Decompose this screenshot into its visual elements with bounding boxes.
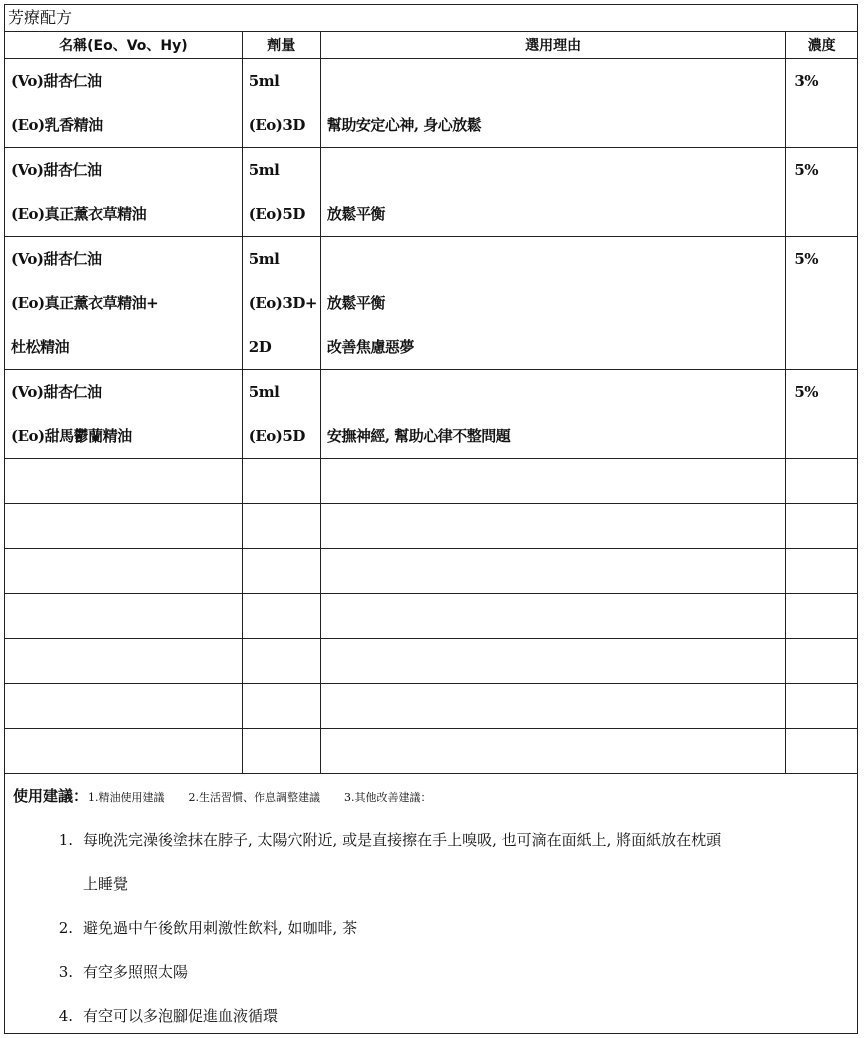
ingredient-name: (Eo)甜馬鬱蘭精油 (11, 427, 132, 445)
dose-cell (242, 148, 320, 237)
reason (321, 370, 786, 414)
ingredient-name: (Eo)乳香精油 (11, 116, 103, 134)
dose-cell (242, 370, 320, 459)
empty-cell (786, 639, 857, 684)
empty-row (5, 504, 857, 549)
advice-category: 3.其他改善建議： (344, 791, 432, 804)
table-row (5, 148, 857, 237)
empty-cell (320, 459, 786, 504)
advice-item-number: 1. (58, 831, 73, 849)
empty-row (5, 459, 857, 504)
formula-table-body (5, 59, 857, 774)
empty-cell (320, 594, 786, 639)
dose: 5ml (248, 250, 280, 268)
table-row (5, 237, 857, 370)
ingredient-name-cell (5, 148, 242, 237)
ingredient-name-cell (5, 237, 242, 370)
advice-item-text: 有空可以多泡腳促進血液循環 (83, 1007, 279, 1025)
advice-label: 使用建議： (13, 787, 89, 805)
dose: (Eo)3D (248, 116, 305, 134)
concentration: 5% (794, 161, 819, 179)
ingredient-name-cell (5, 370, 242, 459)
dose-cell (242, 237, 320, 370)
empty-cell (320, 684, 786, 729)
advice-item-number: 3. (58, 963, 73, 981)
empty-cell (5, 459, 242, 504)
header-name: 名稱(Eo、Vo、Hy) (5, 32, 242, 59)
empty-cell (242, 729, 320, 774)
ingredient-name: 杜松精油 (11, 338, 70, 356)
advice-item-number: 2. (58, 919, 73, 937)
formula-sheet (4, 4, 858, 1034)
advice-item (13, 818, 849, 862)
advice-item (13, 862, 849, 906)
empty-cell (320, 504, 786, 549)
reason: 放鬆平衡 (326, 294, 385, 312)
concentration: 5% (794, 383, 819, 401)
empty-cell (5, 729, 242, 774)
reason-cell (320, 237, 786, 370)
empty-row (5, 639, 857, 684)
table-header-row (5, 32, 857, 59)
dose: 2D (248, 338, 272, 356)
reason-cell (320, 148, 786, 237)
reason: 安撫神經, 幫助心律不整問題 (326, 427, 511, 445)
reason: 改善焦慮惡夢 (326, 338, 414, 356)
empty-row (5, 684, 857, 729)
dose: (Eo)3D+ (248, 294, 317, 312)
concentration-cell (786, 148, 857, 237)
empty-cell (786, 684, 857, 729)
advice-list (13, 818, 849, 1038)
empty-cell (242, 459, 320, 504)
concentration-cell (786, 237, 857, 370)
advice-section (5, 774, 857, 1038)
empty-cell (5, 594, 242, 639)
empty-cell (5, 504, 242, 549)
empty-row (5, 594, 857, 639)
empty-cell (242, 639, 320, 684)
dose: 5ml (248, 383, 280, 401)
empty-cell (5, 549, 242, 594)
dose: (Eo)5D (248, 205, 305, 223)
empty-cell (242, 594, 320, 639)
empty-cell (5, 639, 242, 684)
advice-item (13, 994, 849, 1038)
advice-item-number (13, 862, 83, 906)
sheet-title: 芳療配方 (5, 5, 857, 32)
ingredient-name: (Vo)甜杏仁油 (11, 161, 102, 179)
empty-cell (242, 684, 320, 729)
concentration-cell (786, 370, 857, 459)
table-row (5, 59, 857, 148)
advice-category: 1.精油使用建議 (88, 791, 165, 804)
dose: (Eo)5D (248, 427, 305, 445)
reason-cell (320, 59, 786, 148)
table-row (5, 370, 857, 459)
empty-cell (242, 549, 320, 594)
reason (321, 237, 786, 281)
dose-cell (242, 59, 320, 148)
reason: 放鬆平衡 (326, 205, 385, 223)
header-dose: 劑量 (242, 32, 320, 59)
advice-item-number: 4. (58, 1007, 73, 1025)
formula-table (5, 32, 857, 774)
empty-cell (786, 504, 857, 549)
ingredient-name: (Vo)甜杏仁油 (11, 250, 102, 268)
concentration: 3% (794, 72, 819, 90)
empty-cell (320, 729, 786, 774)
concentration: 5% (794, 250, 819, 268)
dose: 5ml (248, 161, 280, 179)
concentration-cell (786, 59, 857, 148)
empty-cell (786, 594, 857, 639)
empty-cell (786, 549, 857, 594)
ingredient-name-cell (5, 59, 242, 148)
empty-cell (5, 684, 242, 729)
advice-item (13, 906, 849, 950)
reason (321, 59, 786, 103)
empty-cell (786, 729, 857, 774)
ingredient-name: (Vo)甜杏仁油 (11, 72, 102, 90)
advice-item-text: 避免過中午後飲用刺激性飲料, 如咖啡, 茶 (83, 919, 358, 937)
advice-category: 2.生活習慣、作息調整建議 (188, 791, 321, 804)
empty-cell (320, 549, 786, 594)
header-concentration: 濃度 (786, 32, 857, 59)
ingredient-name: (Eo)真正薰衣草精油+ (11, 294, 159, 312)
ingredient-name: (Vo)甜杏仁油 (11, 383, 102, 401)
advice-item-text: 有空多照照太陽 (83, 963, 189, 981)
advice-item-text: 每晚洗完澡後塗抹在脖子, 太陽穴附近, 或是直接擦在手上嗅吸, 也可滴在面紙上, 將面紙放在枕頭 (83, 831, 722, 849)
empty-cell (786, 459, 857, 504)
reason: 幫助安定心神, 身心放鬆 (326, 116, 482, 134)
empty-cell (242, 504, 320, 549)
ingredient-name: (Eo)真正薰衣草精油 (11, 205, 147, 223)
advice-item-text: 上睡覺 (83, 875, 129, 893)
reason-cell (320, 370, 786, 459)
header-reason: 選用理由 (320, 32, 786, 59)
advice-header (13, 774, 849, 818)
empty-row (5, 729, 857, 774)
dose: 5ml (248, 72, 280, 90)
empty-row (5, 549, 857, 594)
reason (321, 148, 786, 192)
empty-cell (320, 639, 786, 684)
advice-item (13, 950, 849, 994)
